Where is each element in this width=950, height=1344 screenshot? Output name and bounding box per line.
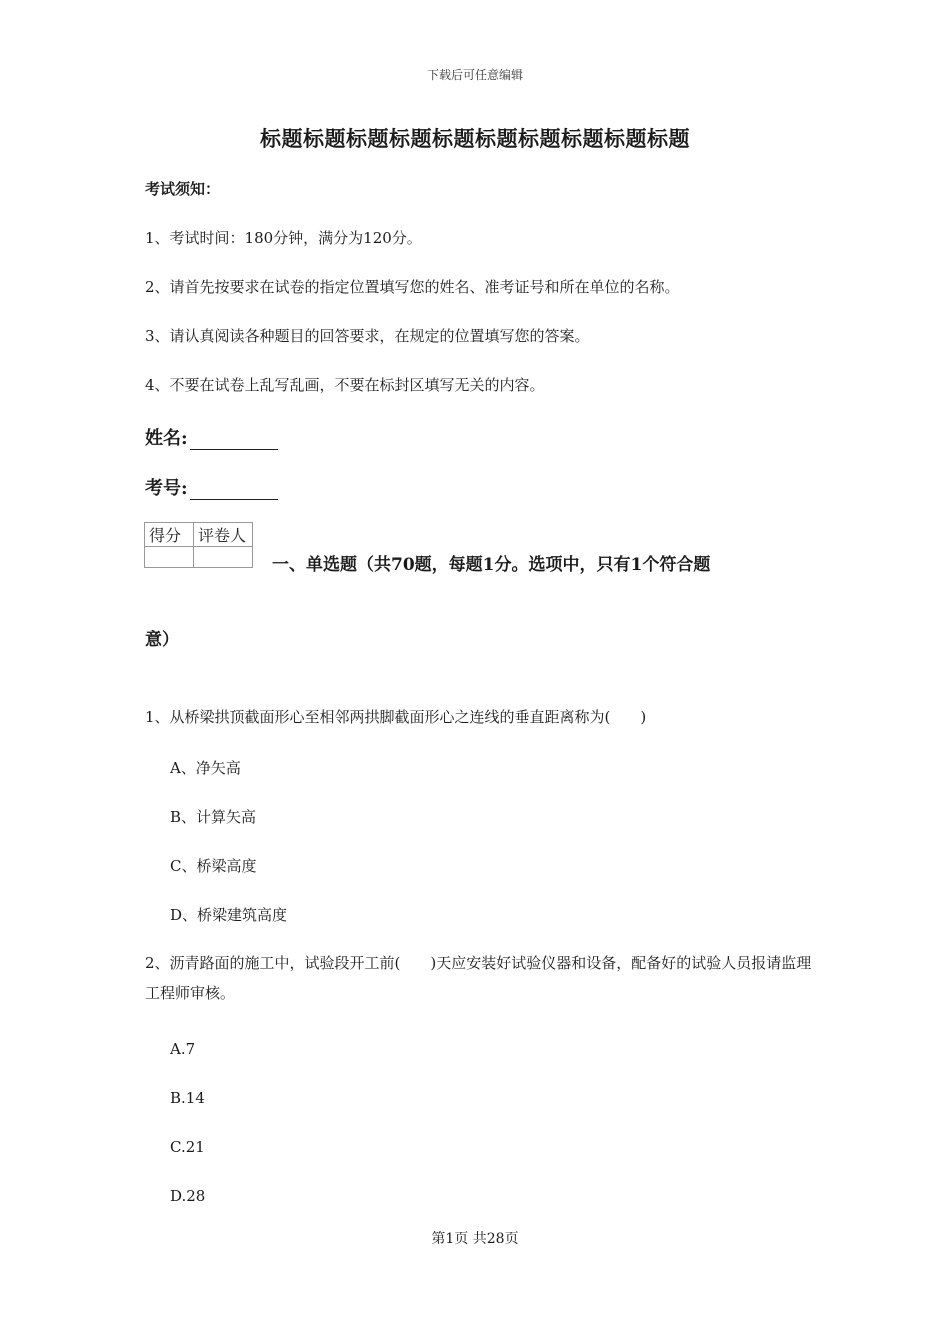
name-label: 姓名: (145, 428, 188, 449)
question-option: D、桥梁建筑高度 (170, 906, 288, 924)
exam-number-label: 考号: (145, 478, 188, 499)
question-text: 2、沥青路面的施工中，试验段开工前( )天应安装好试验仪器和设备，配备好的试验人员报请监理工程师审核。 (145, 954, 812, 1002)
grader-header: 评卷人 (194, 523, 253, 547)
question-option: A.7 (170, 1040, 196, 1058)
notice-item: 1、考试时间：180分钟，满分为120分。 (145, 229, 422, 247)
score-table (144, 522, 253, 568)
header-note: 下载后可任意编辑 (426, 68, 523, 82)
question-option: B.14 (170, 1089, 205, 1107)
score-cell[interactable] (145, 547, 194, 568)
page-footer: 第1页 共28页 (431, 1231, 519, 1247)
exam-number-field (145, 474, 278, 500)
exam-number-blank[interactable] (190, 481, 278, 500)
document-title: 标题标题标题标题标题标题标题标题标题标题 (260, 126, 690, 151)
name-field (145, 424, 278, 450)
question-option: C、桥梁高度 (170, 857, 257, 875)
notice-heading: 考试须知： (145, 180, 221, 198)
name-blank[interactable] (190, 431, 278, 450)
score-header: 得分 (145, 523, 194, 547)
question-option: A、净矢高 (170, 759, 241, 777)
section-title-continuation: 意） (145, 630, 179, 650)
question-option: D.28 (170, 1187, 206, 1205)
question-text: 1、从桥梁拱顶截面形心至相邻两拱脚截面形心之连线的垂直距离称为( ) (145, 708, 647, 726)
question-option: B、计算矢高 (170, 808, 257, 826)
section-title: 一、单选题（共70题，每题1分。选项中，只有1个符合题 (272, 555, 711, 575)
notice-item: 3、请认真阅读各种题目的回答要求，在规定的位置填写您的答案。 (145, 327, 590, 345)
notice-item: 2、请首先按要求在试卷的指定位置填写您的姓名、准考证号和所在单位的名称。 (145, 278, 680, 296)
question-option: C.21 (170, 1138, 205, 1156)
grader-cell[interactable] (194, 547, 253, 568)
notice-item: 4、不要在试卷上乱写乱画，不要在标封区填写无关的内容。 (145, 376, 545, 394)
